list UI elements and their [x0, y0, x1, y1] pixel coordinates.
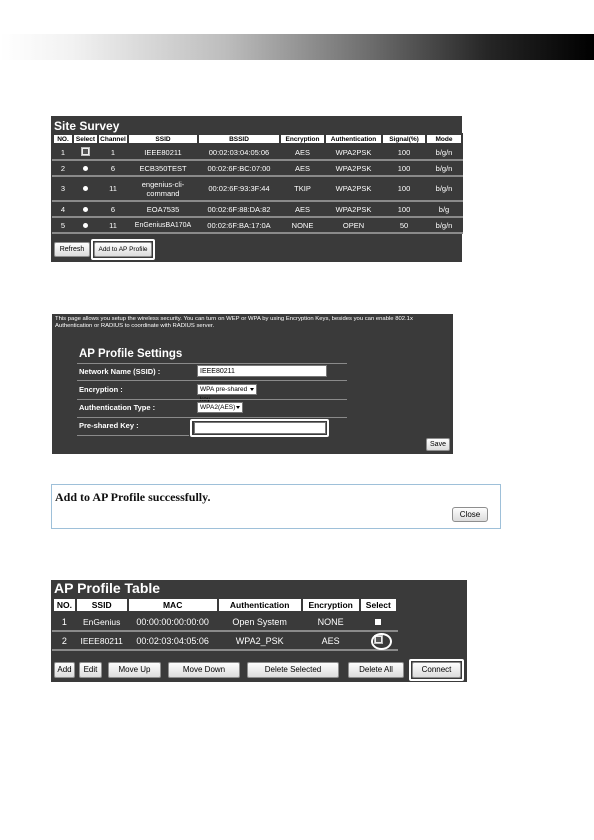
ap-profile-table-panel: [51, 580, 467, 682]
select-radio-selected[interactable]: [81, 147, 90, 156]
site-survey-title: Site Survey: [54, 119, 120, 133]
table-row[interactable]: 2 IEEE80211 00:02:03:04:05:06 WPA2_PSK AES: [53, 631, 397, 650]
ap-profile-table-title: AP Profile Table: [54, 580, 161, 596]
ap-profile-settings-title: AP Profile Settings: [79, 348, 183, 360]
col-mode: Mode: [426, 134, 462, 144]
col-bssid: BSSID: [198, 134, 280, 144]
chevron-down-icon: [236, 406, 240, 409]
select-circle-highlight: [371, 633, 392, 650]
col-select: Select: [360, 598, 397, 612]
col-ssid: SSID: [128, 134, 198, 144]
header-gradient-bar: [0, 34, 594, 60]
psk-label: Pre-shared Key :: [79, 421, 139, 430]
ap-profile-settings-panel: [52, 314, 453, 454]
intro-text: This page allows you setup the wireless security. You can turn on WEP or WPA by using Encryption Keys, besides you can enable 802.1x Authentication or RADIUS to coordinate with RADIUS server.: [55, 316, 413, 329]
table-row[interactable]: 4 6 EOA7535 00:02:6F:88:DA:82 AES WPA2PSK 100 b/g: [53, 201, 462, 217]
col-no: NO.: [53, 598, 76, 612]
refresh-button[interactable]: Refresh: [54, 242, 90, 257]
move-down-button[interactable]: Move Down: [168, 662, 240, 678]
col-no: NO.: [53, 134, 73, 144]
select-checkbox[interactable]: [375, 619, 381, 625]
col-encryption: Encryption: [280, 134, 325, 144]
table-row[interactable]: 1 1 IEEE80211 00:02:03:04:05:06 AES WPA2PSK 100 b/g/n: [53, 144, 462, 160]
move-up-button[interactable]: Move Up: [108, 662, 161, 678]
add-to-ap-profile-button[interactable]: Add to AP Profile: [94, 242, 152, 257]
ssid-input[interactable]: IEEE80211: [197, 365, 327, 377]
edit-button[interactable]: Edit: [79, 662, 102, 678]
col-encryption: Encryption: [302, 598, 360, 612]
success-dialog: [51, 484, 501, 529]
close-button[interactable]: Close: [452, 507, 488, 522]
table-row[interactable]: 3 11 engenius-cli-command 00:02:6F:93:3F:44 TKIP WPA2PSK 100 b/g/n: [53, 176, 462, 201]
col-mac: MAC: [128, 598, 218, 612]
encryption-select-value: WPA pre-shared: [200, 386, 248, 393]
divider: [77, 435, 189, 436]
ssid-label: Network Name (SSID) :: [79, 367, 161, 376]
select-radio[interactable]: [83, 223, 88, 228]
col-authentication: Authentication: [218, 598, 302, 612]
encryption-label: Encryption :: [79, 385, 123, 394]
col-signal: Signal(%): [382, 134, 426, 144]
col-authentication: Authentication: [325, 134, 382, 144]
col-ssid: SSID: [76, 598, 128, 612]
save-button[interactable]: Save: [426, 438, 450, 451]
table-row[interactable]: 2 6 ECB350TEST 00:02:6F:BC:07:00 AES WPA2PSK 100 b/g/n: [53, 160, 462, 176]
delete-selected-button[interactable]: Delete Selected: [247, 662, 339, 678]
divider: [77, 417, 347, 418]
ap-profile-table: [52, 597, 398, 651]
psk-input[interactable]: [194, 422, 326, 434]
select-radio[interactable]: [83, 207, 88, 212]
site-survey-panel: [51, 116, 462, 262]
col-channel: Channel: [98, 134, 128, 144]
chevron-down-icon: [250, 388, 254, 391]
auth-type-select[interactable]: [197, 402, 243, 413]
divider: [77, 363, 347, 364]
table-row[interactable]: 5 11 EnGeniusBA170A 00:02:6F:BA:17:0A NONE OPEN 50 b/g/n: [53, 217, 462, 233]
select-radio[interactable]: [83, 186, 88, 191]
delete-all-button[interactable]: Delete All: [348, 662, 404, 678]
add-button[interactable]: Add: [54, 662, 75, 678]
encryption-select[interactable]: [197, 384, 257, 395]
table-row[interactable]: 1 EnGenius 00:00:00:00:00:00 Open System NONE: [53, 612, 397, 631]
success-message: Add to AP Profile successfully.: [55, 490, 211, 504]
select-radio[interactable]: [83, 166, 88, 171]
divider: [77, 399, 347, 400]
site-survey-table: [52, 133, 463, 234]
auth-type-label: Authentication Type :: [79, 403, 156, 412]
auth-type-select-value: WPA2(AES): [200, 404, 236, 411]
col-select: Select: [73, 134, 98, 144]
connect-button[interactable]: Connect: [412, 662, 461, 678]
divider: [77, 380, 347, 381]
